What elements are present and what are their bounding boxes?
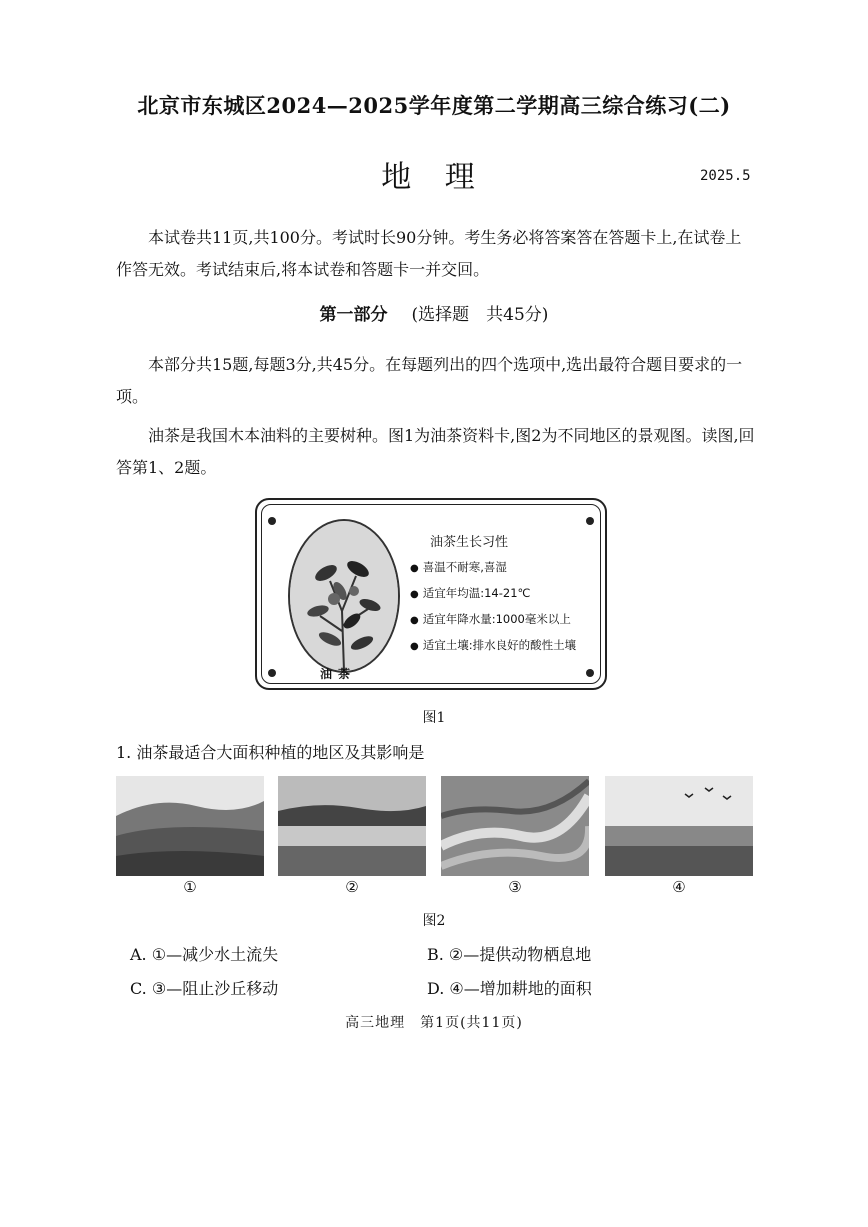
bolt-icon bbox=[268, 669, 276, 677]
plant-label: 油茶 bbox=[320, 667, 357, 681]
exam-title: 北京市东城区2024—2025学年度第二学期高三综合练习(二) bbox=[137, 93, 731, 118]
exam-instructions: 本试卷共11页,共100分。考试时长90分钟。考生务必将答案答在答题卡上,在试卷上作答无效。考试结束后,将本试卷和答题卡一并交回。 bbox=[116, 228, 742, 279]
question-stem: 油茶是我国木本油料的主要树种。图1为油茶资料卡,图2为不同地区的景观图。读图,回答第1、2题。 bbox=[116, 426, 755, 477]
habit-item: ● 适宜年均温:14-21℃ bbox=[410, 585, 530, 601]
habit-item: ● 喜温不耐寒,喜湿 bbox=[410, 559, 507, 575]
page-footer: 高三地理 第1页(共11页) bbox=[345, 1015, 523, 1031]
figure2-caption: 图2 bbox=[422, 913, 446, 929]
exam-date: 2025.5 bbox=[700, 168, 751, 184]
photo-number: ③ bbox=[508, 878, 522, 896]
landscape-photo-1 bbox=[116, 776, 264, 876]
option-a: A. ①—减少水土流失 bbox=[130, 945, 279, 964]
oil-tea-info-card bbox=[255, 498, 607, 690]
part-label: 第一部分 bbox=[319, 305, 388, 325]
landscape-photo-4 bbox=[605, 776, 753, 876]
part-instructions: 本部分共15题,每题3分,共45分。在每题列出的四个选项中,选出最符合题目要求的一项。 bbox=[116, 355, 743, 406]
figure1-caption: 图1 bbox=[422, 710, 446, 726]
photo-number: ② bbox=[345, 878, 359, 896]
photo-number: ④ bbox=[672, 878, 686, 896]
bolt-icon bbox=[268, 517, 276, 525]
habit-item: ● 适宜年降水量:1000毫米以上 bbox=[410, 611, 571, 627]
bolt-icon bbox=[586, 669, 594, 677]
landscape-photo-2 bbox=[278, 776, 426, 876]
option-d: D. ④—增加耕地的面积 bbox=[427, 979, 592, 998]
habit-item: ● 适宜土壤:排水良好的酸性土壤 bbox=[410, 637, 576, 653]
part-heading bbox=[0, 300, 868, 325]
option-b: B. ②—提供动物栖息地 bbox=[427, 945, 592, 964]
subject-heading: 地 理 bbox=[381, 160, 487, 195]
landscape-photo-3 bbox=[441, 776, 589, 876]
bolt-icon bbox=[586, 517, 594, 525]
oil-tea-plant-image bbox=[288, 519, 400, 673]
question-1: 1. 油茶最适合大面积种植的地区及其影响是 bbox=[116, 743, 425, 762]
photo-number: ① bbox=[183, 878, 197, 896]
card-inner-border bbox=[261, 504, 601, 684]
part-description: (选择题 共45分) bbox=[411, 305, 549, 325]
option-c: C. ③—阻止沙丘移动 bbox=[130, 979, 279, 998]
card-title: 油茶生长习性 bbox=[430, 535, 509, 550]
